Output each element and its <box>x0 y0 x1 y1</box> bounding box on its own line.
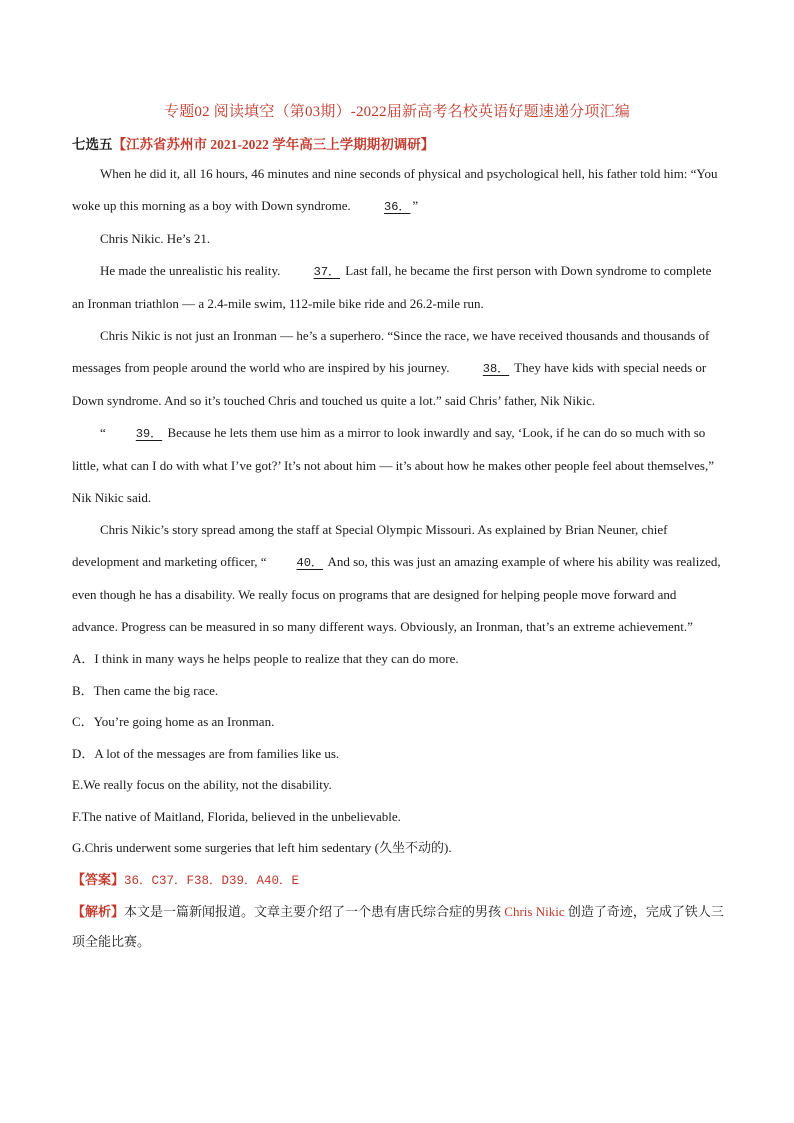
option-list <box>72 643 724 864</box>
option-item: A．I think in many ways he helps people to realize that they can do more. <box>72 651 459 666</box>
passage-text: Chris Nikic. He’s 21. <box>100 231 211 246</box>
answer-blank: 36． <box>384 200 411 214</box>
document-title: 专题02 阅读填空（第03期）-2022届新高考名校英语好题速递分项汇编 <box>164 104 630 120</box>
section-type-label: 七选五 <box>72 137 113 152</box>
option-item: C．You’re going home as an Ironman. <box>72 714 275 729</box>
passage-paragraph <box>72 320 724 417</box>
answer-blank: 40． <box>296 556 323 570</box>
option-item: F.The native of Maitland, Florida, believed in the unbelievable. <box>72 808 401 824</box>
document-body <box>72 158 724 957</box>
passage-text: Last fall, he became the first person with Down syndrome to complete an Ironman triathlon — a 2.4-mile swim, 112-mile bike ride and 26.2-mile run. <box>72 263 712 311</box>
passage-paragraph <box>72 417 724 514</box>
passage-text: “ <box>100 425 106 440</box>
passage-paragraph <box>72 158 724 223</box>
analysis-label: 【解析】 <box>72 903 125 919</box>
passage-text: Chris Nikic is not just an Ironman — he’s a superhero. “Since the race, we have received thousands and thousands of messages from people around the world who are inspired by his journey. <box>72 328 710 375</box>
answer-blank: 39． <box>135 427 163 441</box>
passage-text: And so, this was just an amazing example of where his ability was realized, even though he has a disability. We really focus on programs that are designed for helping people move forward and advance. Progress can be measured in so many different ways. Obviously, an Ironman, that’s an extreme achievement.” <box>72 554 721 634</box>
answer-label: 【答案】 <box>72 871 125 887</box>
option-item: B．Then came the big race. <box>72 682 219 698</box>
passage-paragraph <box>72 514 724 643</box>
answer-blank: 38． <box>482 362 510 376</box>
analysis-text-before: 本文是一篇新闻报道。文章主要介绍了一个患有唐氏综合症的男孩 <box>124 903 505 919</box>
section-source: 【江苏省苏州市 2021-2022 学年高三上学期期初调研】 <box>112 137 435 152</box>
analysis-text-after: 创造了奇迹，完成了铁人三项全能比赛。 <box>72 903 724 949</box>
passage-text: He made the unrealistic his reality. <box>100 263 284 278</box>
passage-paragraph <box>72 255 724 320</box>
option-item: E.We really focus on the ability, not the disability. <box>72 777 332 792</box>
passage-text: Because he lets them use him as a mirror to look inwardly and say, ‘Look, if he can do so much with so little, what can I do with what I’ve got?’ It’s not about him — it’s about how he makes other people feel about themselves,” Nik Nikic said. <box>72 425 715 505</box>
analysis-name: Chris Nikic <box>504 903 565 919</box>
passage-paragraph <box>72 223 724 255</box>
passage-text: ” <box>412 198 419 213</box>
answer-line <box>72 864 724 897</box>
option-item: D．A lot of the messages are from families like us. <box>72 745 340 761</box>
analysis-paragraph <box>72 897 724 957</box>
answer-value: 36．C37．F38．D39．A40．E <box>124 873 300 888</box>
passage-text: Chris Nikic’s story spread among the staff at Special Olympic Missouri. As explained by Brian Neuner, chief development and marketing officer, “ <box>72 522 668 569</box>
option-item: G.Chris underwent some surgeries that left him sedentary (久坐不动的). <box>72 840 452 855</box>
passage-text: When he did it, all 16 hours, 46 minutes and nine seconds of physical and psychological hell, his father told him: “You woke up this morning as a boy with Down syndrome. <box>72 166 718 213</box>
passage-text: They have kids with special needs or Down syndrome. And so it’s touched Chris and touched us quite a lot.” said Chris’ father, Nik Nikic. <box>72 360 707 408</box>
answer-blank: 37． <box>313 265 341 279</box>
passage <box>72 158 724 643</box>
section-heading <box>72 133 434 153</box>
